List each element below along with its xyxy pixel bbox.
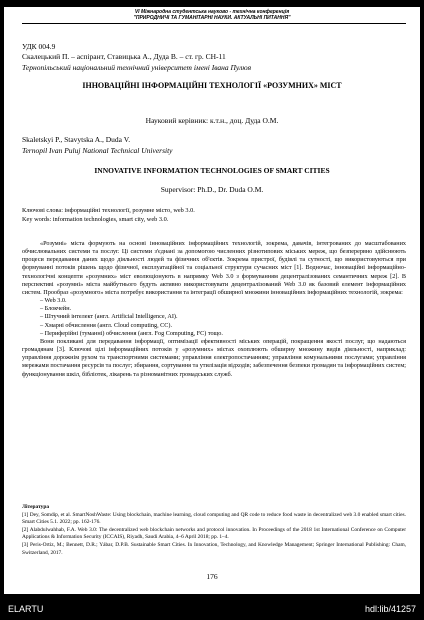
list-item: – Хмарні обчислення (англ. Cloud computing, CC). xyxy=(40,321,173,329)
paragraph-1: «Розумні» міста формують на основі інноваційних інформаційних технологій, зокрема, давачів, інтегрованих до масштабованих обчислювальних системи та послуг. Ці системи з'єднані за допомогою численних різнотипових міських мереж, що безперервно здійснюють процеси передавання даних щодо діяльності людей та фізичних об'єктів. Зокрема пристрої, будівлі та сутності, що використовуються при формуванні потоків рішень щодо фізичної, експлуатаційної та соціальної структури сучасних міст [1]. Водночас, інноваційні інформаційно-технологічні концепти «розумних» міст еволюціонують в напрямку Web 3.0 з формуванням децентралізованих семантичних мереж [2]. В перспективі «розумні» міста майбутнього будуть активно використовувати децентралізований Web 3.0 як базовий елемент інформаційних систем. Прообраз «розумного» міста потребує використання та інтеграції обширної множини інноваційних інформаційних технологій, зокрема: xyxy=(22,240,406,296)
list-item: – Блокчейн. xyxy=(40,305,72,313)
university-en: Ternopil Ivan Puluj National Technical University xyxy=(22,146,173,155)
literature-heading: Література xyxy=(22,504,50,510)
supervisor-ua: Науковий керівник: к.т.н., доц. Дуда О.М. xyxy=(145,116,279,125)
footer-repository-label: ELARTU xyxy=(8,604,44,614)
udk-code: УДК 004.9 xyxy=(22,42,56,51)
page-number: 176 xyxy=(206,572,218,581)
conference-line-1: VI Міжнародна студентська науково - технічна конференція xyxy=(134,9,290,15)
supervisor-en: Supervisor: Ph.D., Dr. Duda O.M. xyxy=(160,185,264,194)
footer-handle-link[interactable]: hdl:lib/41257 xyxy=(364,604,416,614)
list-item: – Web 3.0. xyxy=(40,297,67,305)
document-page xyxy=(4,4,420,594)
reference-item: [3] Peris-Ortiz, M.; Bennett, D.R.; Yábar, D.P.B. Sustainable Smart Cities. In Innovation, Technology, and Knowledge Management; Springer International Publishing: Cham, Switzerland, 2017. xyxy=(22,541,406,556)
keywords-ua: Ключові слова: інформаційні технології, розумне місто, web 3.0. xyxy=(22,207,195,214)
title-ua: ІННОВАЦІЙНІ ІНФОРМАЦІЙНІ ТЕХНОЛОГІЇ «РОЗУМНИХ» МІСТ xyxy=(82,81,342,90)
article-body xyxy=(22,240,406,379)
list-item: – Штучний інтелект (англ. Artificial Intelligence, AI). xyxy=(40,313,178,321)
keywords-en: Key words: information technologies, smart city, web 3.0. xyxy=(22,216,169,223)
header-rule xyxy=(4,4,420,7)
conference-header xyxy=(4,9,420,21)
reference-item: [1] Dey, Somdip, et al. SmartNoshWaste: Using blockchain, machine learning, cloud computing and QR code to reduce food waste in decentralized web 3.0 enabled smart cities. Smart Cities 5.1. 2022; pp. 162-176. xyxy=(22,511,406,526)
technology-list xyxy=(22,297,406,338)
university-ua: Тернопільський національний технічний університет імені Івана Пулюя xyxy=(22,63,252,72)
title-en: INNOVATIVE INFORMATION TECHNOLOGIES OF SMART CITIES xyxy=(94,166,330,175)
header-divider xyxy=(22,23,406,24)
authors-en: Skaletskyi P., Stavytska A., Duda V. xyxy=(22,135,131,144)
paragraph-2: Вони покликані для передавання інформації, оптимізації ефективності міських операцій, покращення якості послуг, що надаються громадянам [3]. Ключові цілі інформаційних потоків у «розумних» містах охоплюють обширну множину видів діяльності, наприклад: управління дорожнім рухом та транспортними системами; управління електропостачанням; управління комунальними послугами; управління мережами постачання ресурсів та послуг; збирання, сортування та утилізація відходів; забезпечення безпеки громадян та інформаційних систем; функціонування шкіл, бібліотек, лікарень та різноманітних громадських служб. xyxy=(22,337,406,378)
conference-line-2: "ПРИРОДНИЧІ ТА ГУМАНІТАРНІ НАУКИ. АКТУАЛЬНІ ПИТАННЯ" xyxy=(133,15,291,21)
authors-ua: Скалецький П. – аспірант, Ставицька А., Дуда В. – ст. гр. СН-11 xyxy=(22,52,226,61)
reference-item: [2] Alabdulwahhab, F.A. Web 3.0: The decentralized web blockchain networks and protocol innovation. In Proceedings of the 2018 1st International Conference on Computer Applications & Information Security (ICCAIS), Riyadh, Saudi Arabia, 4–6 April 2018; pp. 1–4. xyxy=(22,526,406,541)
literature-section xyxy=(22,504,406,557)
list-item: – Периферійні (туманні) обчислення (англ. Fog Computing, FC) тощо. xyxy=(40,329,223,337)
